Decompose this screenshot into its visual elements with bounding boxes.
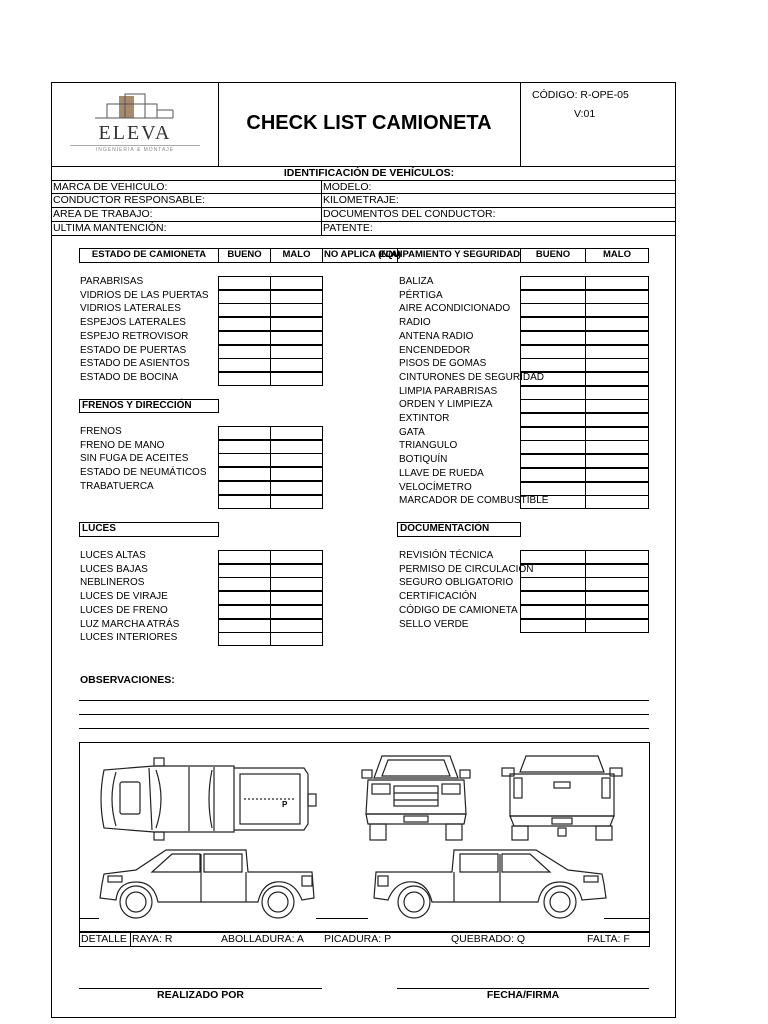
checklist-item-bueno-checkbox[interactable] [218, 453, 271, 467]
checklist-item-label: ESPEJOS LATERALES [80, 317, 186, 329]
checklist-item-bueno-checkbox[interactable] [218, 605, 271, 619]
equipment-item-bueno-checkbox[interactable] [520, 345, 586, 359]
checklist-item-malo-checkbox[interactable] [270, 619, 323, 633]
observaciones-line-1[interactable] [79, 700, 649, 701]
legend-quebrado: QUEBRADO: Q [451, 933, 526, 945]
diagram-mark: P [282, 800, 288, 809]
checklist-item-bueno-checkbox[interactable] [218, 481, 271, 495]
equipment-item-bueno-checkbox[interactable] [520, 386, 586, 400]
equipment-item-bueno-checkbox[interactable] [520, 427, 586, 441]
checklist-item-label: LUCES INTERIORES [80, 632, 178, 644]
document-item-malo-checkbox[interactable] [585, 550, 649, 564]
checklist-item-bueno-checkbox[interactable] [218, 591, 271, 605]
equipment-item-label: MARCADOR DE COMBUSTIBLE [399, 495, 549, 507]
equipment-item-label: PÉRTIGA [399, 289, 443, 301]
equipment-item-malo-checkbox[interactable] [585, 290, 649, 304]
checklist-item-bueno-checkbox[interactable] [218, 331, 271, 345]
equipment-item-label: CINTURONES DE SEGURIDAD [399, 371, 545, 383]
document-item-malo-checkbox[interactable] [585, 564, 649, 578]
document-item-label: CERTIFICACIÓN [399, 591, 477, 603]
ground-line-3 [604, 918, 650, 919]
document-item-bueno-checkbox[interactable] [520, 605, 586, 619]
header-malo-2: MALO [585, 248, 649, 263]
checklist-item-label: PARABRISAS [80, 276, 144, 287]
legend-raya: RAYA: R [132, 933, 173, 945]
id-field-left[interactable]: ULTIMA MANTENCIÓN: [53, 222, 167, 234]
checklist-item-malo-checkbox[interactable] [270, 481, 323, 495]
logo-subtext: INGENIERIA & MONTAJE [70, 145, 200, 153]
section-documentacion: DOCUMENTACIÓN [397, 522, 521, 537]
checklist-item-malo-checkbox[interactable] [270, 317, 323, 331]
equipment-item-malo-checkbox[interactable] [585, 358, 649, 372]
equipment-item-bueno-checkbox[interactable] [520, 331, 586, 345]
checklist-item-bueno-checkbox[interactable] [218, 564, 271, 578]
checklist-item-bueno-checkbox[interactable] [218, 619, 271, 633]
equipment-item-bueno-checkbox[interactable] [520, 290, 586, 304]
id-field-left[interactable]: AREA DE TRABAJO: [53, 208, 153, 220]
equipment-item-bueno-checkbox[interactable] [520, 495, 586, 509]
observaciones-line-2[interactable] [79, 714, 649, 715]
equipment-item-bueno-checkbox[interactable] [520, 372, 586, 386]
checklist-item-malo-checkbox[interactable] [270, 331, 323, 345]
checklist-item-bueno-checkbox[interactable] [218, 303, 271, 317]
document-item-malo-checkbox[interactable] [585, 591, 649, 605]
checklist-item-malo-checkbox[interactable] [270, 440, 323, 454]
section-luces: LUCES [79, 522, 219, 537]
equipment-item-malo-checkbox[interactable] [585, 276, 649, 290]
equipment-item-label: VELOCÍMETRO [399, 481, 472, 493]
checklist-item-bueno-checkbox[interactable] [218, 358, 271, 372]
checklist-item-bueno-checkbox[interactable] [218, 317, 271, 331]
checklist-item-bueno-checkbox[interactable] [218, 372, 271, 386]
checklist-item-malo-checkbox[interactable] [270, 591, 323, 605]
equipment-item-bueno-checkbox[interactable] [520, 468, 586, 482]
checklist-item-malo-checkbox[interactable] [270, 467, 323, 481]
document-item-bueno-checkbox[interactable] [520, 591, 586, 605]
header-bueno: BUENO [218, 248, 271, 263]
equipment-item-label: ANTENA RADIO [399, 330, 474, 342]
section-frenos: FRENOS Y DIRECCIÓN [79, 399, 219, 413]
legend-abolladura: ABOLLADURA: A [221, 933, 304, 945]
fecha-firma-label: FECHA/FIRMA [486, 989, 560, 1001]
document-item-malo-checkbox[interactable] [585, 605, 649, 619]
checklist-item-extra-malo-checkbox[interactable] [270, 495, 323, 509]
logo-text: ELEVA [98, 122, 172, 144]
checklist-item-label: VIDRIOS DE LAS PUERTAS [80, 289, 209, 301]
legend-divider [130, 932, 131, 947]
equipment-item-bueno-checkbox[interactable] [520, 358, 586, 372]
checklist-item-malo-checkbox[interactable] [270, 564, 323, 578]
document-item-bueno-checkbox[interactable] [520, 550, 586, 564]
checklist-item-label: VIDRIOS LATERALES [80, 303, 181, 315]
document-item-bueno-checkbox[interactable] [520, 564, 586, 578]
equipment-item-malo-checkbox[interactable] [585, 372, 649, 386]
equipment-item-malo-checkbox[interactable] [585, 427, 649, 441]
equipment-item-label: TRIANGULO [399, 440, 458, 452]
checklist-item-bueno-checkbox[interactable] [218, 550, 271, 564]
ground-line-2 [316, 918, 368, 919]
checklist-item-bueno-checkbox[interactable] [218, 290, 271, 304]
id-field-right[interactable]: PATENTE: [323, 222, 373, 234]
form-version: V:01 [574, 108, 596, 120]
truck-top-view-icon[interactable] [94, 758, 324, 840]
header-estado: ESTADO DE CAMIONETA [79, 248, 219, 263]
checklist-item-label: FRENO DE MANO [80, 439, 165, 451]
equipment-item-bueno-checkbox[interactable] [520, 317, 586, 331]
checklist-item-malo-checkbox[interactable] [270, 577, 323, 591]
document-item-malo-checkbox[interactable] [585, 577, 649, 591]
checklist-item-bueno-checkbox[interactable] [218, 345, 271, 359]
observaciones-label: OBSERVACIONES: [80, 674, 175, 686]
truck-front-view-icon[interactable] [360, 752, 472, 844]
equipment-item-label: ENCENDEDOR [399, 344, 471, 356]
document-item-label: SELLO VERDE [399, 618, 469, 630]
equipment-item-malo-checkbox[interactable] [585, 399, 649, 413]
checklist-item-malo-checkbox[interactable] [270, 426, 323, 440]
equipment-item-label: LIMPIA PARABRISAS [399, 385, 498, 397]
checklist-item-bueno-checkbox[interactable] [218, 577, 271, 591]
equipment-item-label: LLAVE DE RUEDA [399, 467, 484, 479]
checklist-item-label: LUZ MARCHA ATRÁS [80, 618, 180, 630]
equipment-item-malo-checkbox[interactable] [585, 454, 649, 468]
document-item-bueno-checkbox[interactable] [520, 619, 586, 633]
checklist-item-label: ESTADO DE PUERTAS [80, 344, 187, 356]
equipment-item-bueno-checkbox[interactable] [520, 303, 586, 317]
equipment-item-malo-checkbox[interactable] [585, 495, 649, 509]
legend-falta: FALTA: F [587, 933, 630, 945]
checklist-item-malo-checkbox[interactable] [270, 632, 323, 646]
document-item-label: PERMISO DE CIRCULACIÓN [399, 563, 534, 575]
checklist-item-bueno-checkbox[interactable] [218, 426, 271, 440]
identification-heading: IDENTIFICACIÓN DE VEHÍCULOS: [283, 167, 455, 179]
equipment-item-malo-checkbox[interactable] [585, 345, 649, 359]
checklist-item-label: ESTADO DE BOCINA [80, 371, 179, 383]
checklist-item-label: TRABATUERCA [80, 480, 154, 492]
page-title: CHECK LIST CAMIONETA [246, 112, 492, 134]
equipment-item-malo-checkbox[interactable] [585, 331, 649, 345]
header-no-aplica: NO APLICA (N/A) [322, 248, 398, 263]
checklist-item-malo-checkbox[interactable] [270, 372, 323, 386]
equipment-item-label: ORDEN Y LIMPIEZA [399, 399, 493, 411]
truck-rear-view-icon[interactable] [500, 752, 624, 844]
checklist-item-label: ESTADO DE ASIENTOS [80, 358, 190, 370]
id-field-left[interactable]: CONDUCTOR RESPONSABLE: [53, 194, 206, 206]
equipment-item-bueno-checkbox[interactable] [520, 440, 586, 454]
header-bueno-2: BUENO [520, 248, 586, 263]
equipment-item-malo-checkbox[interactable] [585, 482, 649, 496]
header-malo: MALO [270, 248, 323, 263]
header-divider-2 [520, 82, 521, 166]
equipment-item-bueno-checkbox[interactable] [520, 399, 586, 413]
checklist-item-label: LUCES BAJAS [80, 563, 148, 575]
observaciones-line-3[interactable] [79, 728, 649, 729]
checklist-item-bueno-checkbox[interactable] [218, 467, 271, 481]
realizado-por-label: REALIZADO POR [157, 989, 244, 1001]
legend-picadura: PICADURA: P [324, 933, 392, 945]
document-item-label: CÓDIGO DE CAMIONETA [399, 604, 518, 616]
id-field-right[interactable]: DOCUMENTOS DEL CONDUCTOR: [323, 208, 496, 220]
checklist-item-malo-checkbox[interactable] [270, 276, 323, 290]
form-code: CÓDIGO: R-OPE-05 [532, 89, 629, 101]
checklist-item-malo-checkbox[interactable] [270, 550, 323, 564]
checklist-item-label: LUCES ALTAS [80, 550, 146, 561]
ground-line-1 [79, 918, 99, 919]
equipment-item-malo-checkbox[interactable] [585, 440, 649, 454]
equipment-item-label: PISOS DE GOMAS [399, 358, 487, 370]
equipment-item-malo-checkbox[interactable] [585, 468, 649, 482]
equipment-item-label: EXTINTOR [399, 413, 450, 424]
checklist-item-label: FRENOS [80, 426, 122, 437]
checklist-item-malo-checkbox[interactable] [270, 605, 323, 619]
truck-left-side-view-icon[interactable] [96, 846, 318, 922]
equipment-item-bueno-checkbox[interactable] [520, 482, 586, 496]
checklist-item-label: LUCES DE FRENO [80, 604, 168, 616]
checklist-item-malo-checkbox[interactable] [270, 453, 323, 467]
checklist-item-label: ESPEJO RETROVISOR [80, 330, 189, 342]
document-item-malo-checkbox[interactable] [585, 619, 649, 633]
checklist-item-malo-checkbox[interactable] [270, 358, 323, 372]
checklist-item-malo-checkbox[interactable] [270, 303, 323, 317]
truck-right-side-view-icon[interactable] [370, 846, 610, 922]
checklist-item-label: ESTADO DE NEUMÁTICOS [80, 467, 207, 479]
checklist-item-malo-checkbox[interactable] [270, 290, 323, 304]
checklist-item-bueno-checkbox[interactable] [218, 440, 271, 454]
document-item-label: SEGURO OBLIGATORIO [399, 577, 514, 589]
legend-detalle: DETALLE [81, 933, 127, 945]
equipment-item-label: BOTIQUÍN [399, 454, 448, 466]
equipment-item-malo-checkbox[interactable] [585, 386, 649, 400]
checklist-item-label: NEBLINEROS [80, 577, 145, 589]
id-divider [321, 180, 322, 235]
equipment-item-bueno-checkbox[interactable] [520, 276, 586, 290]
equipment-item-label: AIRE ACONDICIONADO [399, 303, 511, 315]
checklist-item-malo-checkbox[interactable] [270, 345, 323, 359]
checklist-item-bueno-checkbox[interactable] [218, 276, 271, 290]
equipment-item-label: RADIO [399, 317, 431, 329]
equipment-item-malo-checkbox[interactable] [585, 317, 649, 331]
equipment-item-malo-checkbox[interactable] [585, 303, 649, 317]
checklist-item-label: LUCES DE VIRAJE [80, 591, 168, 603]
document-item-bueno-checkbox[interactable] [520, 577, 586, 591]
id-field-left[interactable]: MARCA DE VEHICULO: [53, 181, 168, 193]
document-item-label: REVISIÓN TÉCNICA [399, 550, 494, 561]
checklist-item-extra-bueno-checkbox[interactable] [218, 495, 271, 509]
company-logo [55, 86, 215, 164]
checklist-item-label: SIN FUGA DE ACEITES [80, 453, 189, 465]
id-field-right[interactable]: KILOMETRAJE: [323, 194, 399, 206]
header-equipamiento: EQUIPAMIENTO Y SEGURIDAD [397, 248, 521, 263]
equipment-item-label: GATA [399, 426, 425, 438]
equipment-item-bueno-checkbox[interactable] [520, 454, 586, 468]
id-line-5 [51, 235, 676, 236]
checklist-item-bueno-checkbox[interactable] [218, 632, 271, 646]
equipment-item-malo-checkbox[interactable] [585, 413, 649, 427]
equipment-item-label: BALIZA [399, 276, 434, 287]
id-field-right[interactable]: MODELO: [323, 181, 372, 193]
equipment-item-bueno-checkbox[interactable] [520, 413, 586, 427]
